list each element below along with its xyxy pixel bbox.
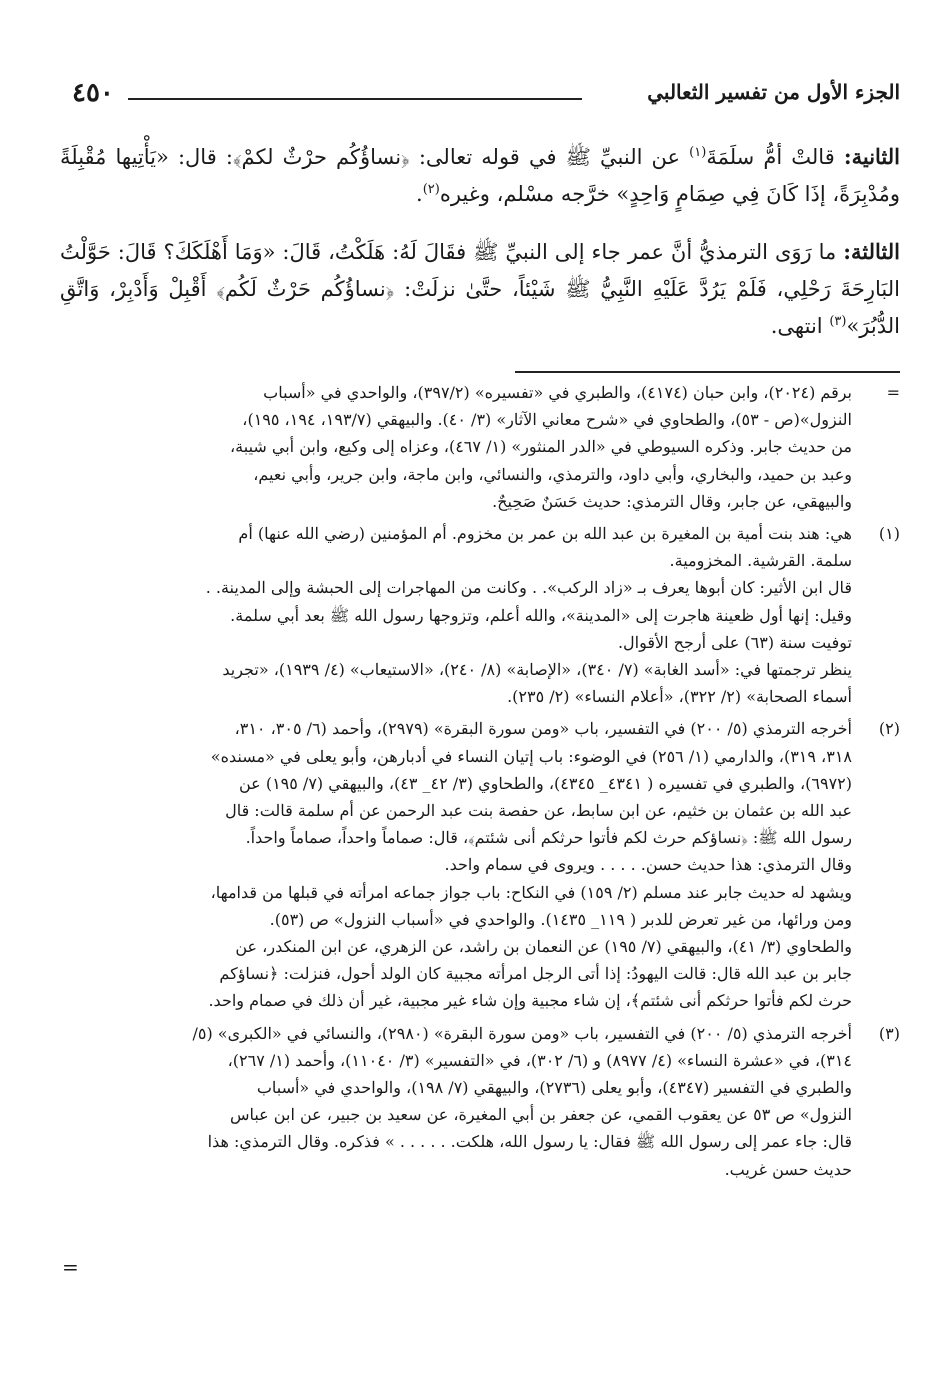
footnote-3 — [60, 1020, 900, 1183]
footnote-line: (٦٩٧٢)، والطبري في تفسيره ( ٤٣٤١_ ٤٣٤٥)، والطحاوي (٣/ ٤٢_ ٤٣)، والبيهقي (٧/ ١٩٥) عن — [239, 773, 852, 793]
footnote-mark: = — [886, 383, 900, 402]
footnote-line: قال: جاء عمر إلى رسول الله ﷺ فقال: يا رسول الله، هلكت. . . . . . » فذكره. وقال الترمذي: هذا — [207, 1132, 852, 1152]
paragraph-text: قالتْ أمُّ سلَمَةَ — [706, 145, 844, 169]
paragraph-text: ما رَوَى الترمذيُّ أنَّ عمر جاء إلى النبيِّ ﷺ فقَالَ لَهُ: هَلَكْتُ، قَالَ: «وَمَا أَهْلَكَكَ؟ قَالَ: حَوَّلْتُ البَارِحَةَ رَحْلِي، فَلَمْ يَرُدَّ عَلَيْهِ النَّبِيُّ ﷺ شَيْئاً، حتَّىٰ نزلَتْ: ﴿نساؤُكُم حَرْثٌ لَكُم﴾ أَقْبِلْ وَأَدْبِرْ، وَاتَّقِ الدُّبُرَ» — [60, 240, 900, 338]
footnote-line: والطحاوي (٣/ ٤١)، والبيهقي (٧/ ١٩٥) عن النعمان بن راشد، عن الزهري، عن ابن المنكدر، عن — [235, 937, 852, 957]
page-header — [60, 76, 900, 118]
footnote-line: من حديث جابر. وذكره السيوطي في «الدر المنثور» (١/ ٤٦٧)، وعزاه إلى وكيع، وابن أبي شيبة، — [230, 437, 852, 457]
footnote-line: ينظر ترجمتها في: «أسد الغابة» (٧/ ٣٤٠)، «الإصابة» (٨/ ٢٤٠)، «الاستيعاب» (٤/ ١٩٣٩)، «تجريد — [222, 660, 852, 680]
footnote-line: أخرجه الترمذي (٥/ ٢٠٠) في التفسير، باب «ومن سورة البقرة» (٢٩٧٩)، وأحمد (٦/ ٣٠٥، ٣١٠، — [234, 719, 852, 739]
footnote-continuation — [60, 379, 900, 515]
footnote-line: حديث حسن غريب. — [724, 1159, 852, 1179]
footnote-mark: (٣) — [878, 1023, 900, 1043]
footnote-line: ٣١٨، ٣١٩)، والدارمي (١/ ٢٥٦) في الوضوء: باب إتيان النساء في أدبارهن، وأبو يعلى في «مسنده» — [210, 746, 852, 766]
footnote-line: قال ابن الأثير: كان أبوها يعرف بـ «زاد الركب». . وكانت من المهاجرات إلى الحبشة وإلى المدينة. . — [205, 578, 852, 598]
footnote-line: عبد الله بن عثمان بن خثيم، عن ابن سابط، عن حفصة بنت عبد الرحمن عن أم سلمة قالت: قال — [225, 801, 852, 821]
footnote-line: ومن ورائها، من غير تعرض للدبر ( ١١٩_ ١٤٣٥). والواحدي في «أسباب النزول» ص (٥٣). — [269, 909, 852, 929]
footnote-line: برقم (٢٠٢٤)، وابن حبان (٤١٧٤)، والطبري في «تفسيره» (٣٩٧/٢)، والواحدي في «أسباب — [263, 383, 852, 402]
footnote-line: توفيت سنة (٦٣) على أرجح الأقوال. — [617, 632, 852, 652]
footnote-ref[interactable]: (٢) — [422, 182, 440, 197]
header-rule — [128, 98, 582, 100]
footnote-line: جابر بن عبد الله قال: قالت اليهودُ: إذا أتى الرجل امرأته مجبية كان الولد أحول، فنزلت: ﴿نساؤكم — [219, 964, 852, 984]
footnote-line: وقال الترمذي: هذا حديث حسن. . . . . ويروى في سمام واحد. — [444, 855, 852, 875]
continuation-mark: = — [62, 1255, 79, 1279]
page-number: ٤٥٠ — [72, 78, 114, 108]
footnote-line: سلمة. القرشية. المخزومية. — [669, 551, 852, 571]
paragraph-second — [60, 138, 900, 213]
footnote-line: رسول الله ﷺ: ﴿نساؤكم حرث لكم فأتوا حرثكم أنى شئتم﴾، قال: صماماً واحداً، صماماً واحداً. — [245, 828, 852, 848]
main-text — [60, 138, 900, 365]
footnote-line: أسماء الصحابة» (٢/ ٣٢٢)، «أعلام النساء» (٢/ ٢٣٥). — [507, 687, 852, 707]
footnote-line: النزول»(ص - ٥٣)، والطحاوي في «شرح معاني الآثار» (٣/ ٤٠). والبيهقي (١٩٣/٧، ١٩٤، ١٩٥)، — [242, 410, 852, 430]
footnote-line: ٣١٤)، في «عشرة النساء» (٤/ ٨٩٧٧) و (٦/ ٣٠٢)، في «التفسير» (٣/ ١١٠٤٠)، وأحمد (١/ ٢٦٧)، — [227, 1050, 852, 1070]
footnote-line: ويشهد له حديث جابر عند مسلم (٢/ ١٥٩) في النكاح: باب جواز جماعه امرأته في قبلها من قدامها، — [210, 882, 852, 902]
footnote-line: والطبري في التفسير (٤٣٤٧)، وأبو يعلى (٢٧٣٦)، والبيهقي (٧/ ١٩٨)، والواحدي في «أسباب — [256, 1078, 852, 1098]
paragraph-third — [60, 233, 900, 345]
footnote-line: أخرجه الترمذي (٥/ ٢٠٠) في التفسير، باب «ومن سورة البقرة» (٢٩٨٠)، والنسائي في «الكبرى» (٥/ — [192, 1023, 852, 1043]
footnote-ref[interactable]: (٣) — [829, 314, 847, 329]
footnotes — [60, 379, 900, 1188]
footnote-line: والبيهقي، عن جابر، وقال الترمذي: حديث حَسَنٌ صَحِيحٌ. — [492, 491, 852, 511]
footnote-line: وعبد بن حميد، والبخاري، وأبي داود، والترمذي، والنسائي، وابن ماجة، وابن جرير، وأبي نعيم، — [253, 464, 852, 484]
running-title: الجزء الأول من تفسير الثعالبي — [647, 80, 900, 104]
footnote-line: هي: هند بنت أمية بن المغيرة بن عبد الله بن عمر بن مخزوم. أم المؤمنين (رضي الله عنها) أم — [238, 524, 852, 544]
paragraph-lead: الثالثة: — [843, 239, 900, 264]
paragraph-text: عن النبيِّ ﷺ في قوله تعالى: ﴿نساؤُكُم حرْثٌ لكمْ﴾: قال: «يَأْتِيها مُقْبِلَةً ومُدْبِرَةً، إذَا كَانَ فِي صِمَامٍ وَاحِدٍ» خرَّجه مسْلم، وغيره — [60, 145, 900, 206]
paragraph-lead: الثانية: — [843, 144, 901, 169]
footnote-2 — [60, 715, 900, 1014]
footnote-mark: (٢) — [878, 719, 900, 739]
footnote-1 — [60, 520, 900, 710]
footnote-line: النزول» ص ٥٣ عن يعقوب القمي، عن جعفر بن أبي المغيرة، عن سعيد بن جبير، عن ابن عباس — [229, 1105, 852, 1125]
footnote-rule — [515, 371, 900, 373]
paragraph-text: انتهى. — [770, 314, 830, 338]
footnote-mark: (١) — [878, 524, 900, 544]
paragraph-text: . — [416, 182, 423, 206]
footnote-ref[interactable]: (١) — [689, 145, 707, 160]
footnote-line: حرث لكم فأتوا حرثكم أنى شئتم﴾، إن شاء مجبية وإن شاء غير مجبية، غير أن ذلك في صمام واحد. — [208, 991, 852, 1011]
footnote-line: وقيل: إنها أول ظعينة هاجرت إلى «المدينة»، والله أعلم، وتزوجها رسول الله ﷺ بعد أبي سلمة. — [230, 605, 852, 625]
